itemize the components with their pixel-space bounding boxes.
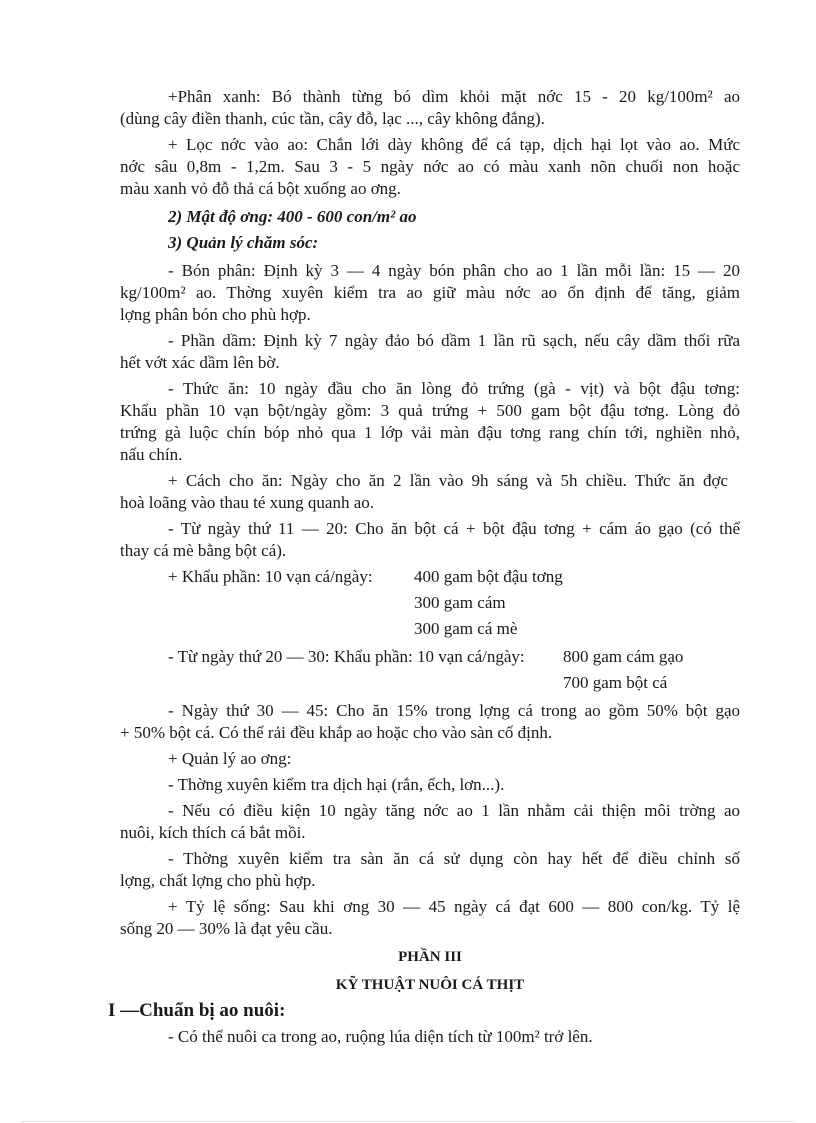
ration-item: 300 gam cám: [414, 593, 506, 612]
ration-item: 700 gam bột cá: [563, 673, 668, 692]
paragraph-line: hoà loãng vào thau té xung quanh ao.: [120, 493, 374, 512]
paragraph-line: kg/100m² ao. Thờng xuyên kiểm tra ao giữ màu nớc ao ổn định để tăng, giảm: [120, 283, 740, 302]
paragraph-line: + Lọc nớc vào ao: Chắn lới dày không để cá tạp, dịch hại lọt vào ao. Mức: [168, 135, 740, 154]
paragraph-line: +Phân xanh: Bó thành từng bó dìm khỏi mặt nớc 15 - 20 kg/100m² ao: [168, 87, 740, 106]
paragraph-line: - Từ ngày thứ 11 — 20: Cho ăn bột cá + bột đậu tơng + cám áo gạo (có thể: [168, 519, 740, 538]
page-bottom-rule: [22, 1121, 794, 1122]
section-heading: I —Chuẩn bị ao nuôi:: [108, 1000, 286, 1021]
paragraph-line: lợng phân bón cho phù hợp.: [120, 305, 311, 324]
subheading-stocking-density: 2) Mật độ ơng: 400 - 600 con/m² ao: [168, 207, 417, 226]
paragraph-line: màu xanh vỏ đỗ thả cá bột xuống ao ơng.: [120, 179, 401, 198]
paragraph-line: + Cách cho ăn: Ngày cho ăn 2 lần vào 9h sáng và 5h chiều. Thức ăn đợc: [168, 471, 728, 490]
paragraph-line: thay cá mè bằng bột cá).: [120, 541, 287, 560]
paragraph-line: + Quản lý ao ơng:: [168, 749, 292, 768]
paragraph-line: sống 20 — 30% là đạt yêu cầu.: [120, 919, 333, 938]
paragraph-line: + 50% bột cá. Có thể rải đều khắp ao hoặc cho vào sàn cố định.: [120, 723, 553, 742]
paragraph-line: - Phần dầm: Định kỳ 7 ngày đảo bó dầm 1 lần rũ sạch, nếu cây dầm thối rữa: [168, 331, 740, 350]
paragraph-line: - Nếu có điều kiện 10 ngày tăng nớc ao 1 lần nhằm cải thiện môi trờng ao: [168, 801, 740, 820]
paragraph-line: - Bón phân: Định kỳ 3 — 4 ngày bón phân cho ao 1 lần mỗi lần: 15 — 20: [168, 261, 740, 280]
ration-item: 300 gam cá mè: [414, 619, 518, 638]
ration-item: 800 gam cám gạo: [563, 647, 684, 666]
paragraph-line: - Thức ăn: 10 ngày đầu cho ăn lòng đỏ trứng (gà - vịt) và bột đậu tơng:: [168, 379, 740, 398]
part-heading: PHẦN III: [398, 949, 462, 965]
paragraph-line: - Có thể nuôi ca trong ao, ruộng lúa diện tích từ 100m² trở lên.: [168, 1027, 593, 1046]
paragraph-line: nớc sâu 0,8m - 1,2m. Sau 3 - 5 ngày nớc ao có màu xanh nõn chuối non hoặc: [120, 157, 740, 176]
part-title: KỸ THUẬT NUÔI CÁ THỊT: [335, 977, 525, 993]
paragraph-line: trứng gà luộc chín bóp nhỏ qua 1 lớp vải màn đậu tơng rang chín tới, nghiền nhỏ,: [120, 423, 740, 442]
paragraph-line: nấu chín.: [120, 445, 183, 464]
ration-label: - Từ ngày thứ 20 — 30: Khẩu phần: 10 vạn cá/ngày:: [168, 647, 525, 666]
paragraph-line: - Thờng xuyên kiểm tra dịch hại (rắn, ếch, lơn...).: [168, 775, 505, 794]
subheading-care-management: 3) Quản lý chăm sóc:: [168, 233, 319, 252]
paragraph-line: - Thờng xuyên kiểm tra sàn ăn cá sử dụng còn hay hết để điều chỉnh số: [168, 849, 740, 868]
ration-item: 400 gam bột đậu tơng: [414, 567, 563, 586]
paragraph-line: + Tỷ lệ sống: Sau khi ơng 30 — 45 ngày cá đạt 600 — 800 con/kg. Tỷ lệ: [168, 897, 740, 916]
paragraph-line: - Ngày thứ 30 — 45: Cho ăn 15% trong lợng cá trong ao gồm 50% bột gạo: [168, 701, 740, 720]
paragraph-line: (dùng cây điền thanh, cúc tần, cây đỗ, lạc ..., cây không đắng).: [120, 109, 545, 128]
paragraph-line: hết vớt xác dầm lên bờ.: [120, 353, 280, 372]
ration-label: + Khẩu phần: 10 vạn cá/ngày:: [168, 567, 373, 586]
paragraph-line: lợng, chất lợng cho phù hợp.: [120, 871, 316, 890]
paragraph-line: Khẩu phần 10 vạn bột/ngày gồm: 3 quả trứng + 500 gam bột đậu tơng. Lòng đỏ: [120, 401, 740, 420]
paragraph-line: nuôi, kích thích cá bắt mồi.: [120, 823, 306, 842]
